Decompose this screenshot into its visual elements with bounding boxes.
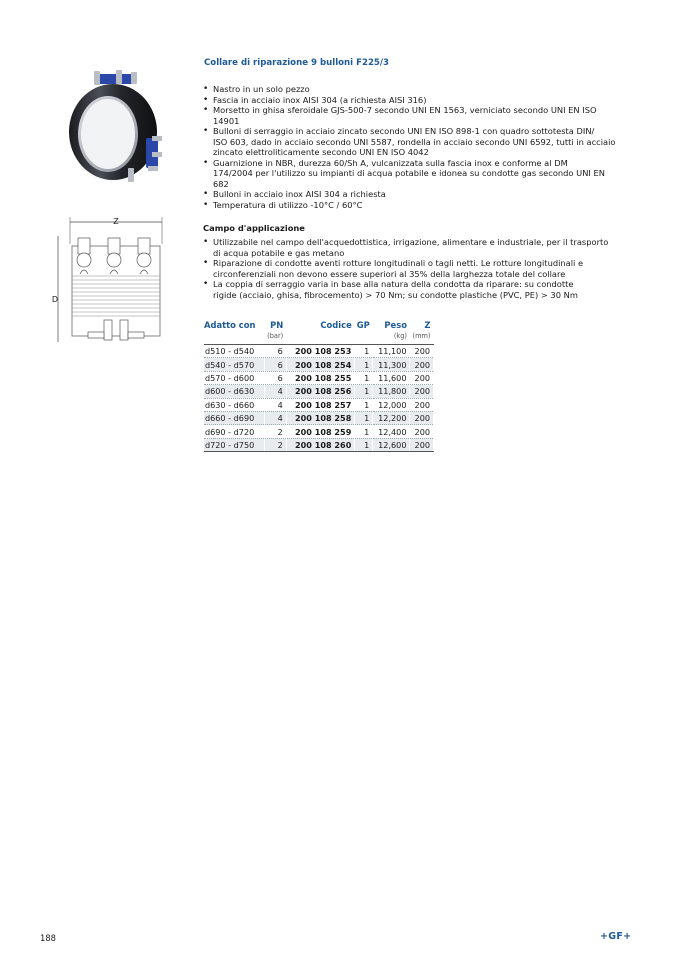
cell-size: d600 - d630 (204, 385, 265, 398)
cell-pn: 6 (265, 371, 286, 384)
cell-weight: 12,000 (373, 398, 410, 411)
cell-z: 200 (410, 398, 434, 411)
cell-pn: 6 (265, 358, 286, 371)
cell-pn: 2 (265, 425, 286, 438)
cell-size: d570 - d600 (204, 371, 265, 384)
cell-gp: 1 (355, 398, 373, 411)
unit-cell: (bar) (265, 331, 286, 345)
unit-cell: (mm) (410, 331, 434, 345)
table-row (204, 438, 434, 451)
cell-size: d510 - d540 (204, 345, 265, 358)
campo-item: • La coppia di serraggio varia in base alla natura della condotta da riparare: su condotte (203, 279, 643, 290)
cell-gp: 1 (355, 438, 373, 451)
cell-weight: 11,600 (373, 371, 410, 384)
product-title: Collare di riparazione 9 bulloni F225/3 (204, 58, 390, 68)
table-row (204, 425, 434, 438)
col-header-adatto: Adatto con (204, 320, 256, 330)
col-header-gp: GP (356, 320, 370, 330)
feature-item: • Fascia in acciaio inox AISI 304 (a richiesta AISI 316) (203, 95, 643, 106)
cell-z: 200 (410, 371, 434, 384)
cell-code: 200 108 253 (286, 345, 355, 358)
cell-weight: 11,100 (373, 345, 410, 358)
section-heading-campo: Campo d'applicazione (203, 223, 305, 233)
drawing-label-z: Z (113, 217, 119, 226)
cell-code: 200 108 259 (286, 425, 355, 438)
col-header-z: Z (424, 320, 431, 330)
cell-pn: 4 (265, 398, 286, 411)
cell-size: d660 - d690 (204, 411, 265, 424)
unit-cell (355, 331, 373, 345)
cell-pn: 2 (265, 438, 286, 451)
cell-gp: 1 (355, 411, 373, 424)
gf-logo: +GF+ (600, 931, 632, 942)
cell-code: 200 108 255 (286, 371, 355, 384)
cell-pn: 4 (265, 411, 286, 424)
cell-z: 200 (410, 358, 434, 371)
cell-gp: 1 (355, 385, 373, 398)
cell-pn: 6 (265, 345, 286, 358)
spec-table (204, 319, 434, 452)
unit-cell: (kg) (373, 331, 410, 345)
cell-size: d630 - d660 (204, 398, 265, 411)
feature-item-continuation: 174/2004 per l'utilizzo su impianti di acqua potabile e idonea su condotte gas secondo UNI EN (213, 168, 605, 178)
campo-item-continuation: rigide (acciaio, ghisa, fibrocemento) > 70 Nm; su condotte plastiche (PVC, PE) > 30 Nm (213, 289, 578, 300)
drawing-label-d: D (51, 295, 59, 304)
cell-z: 200 (410, 345, 434, 358)
cell-size: d540 - d570 (204, 358, 265, 371)
cell-gp: 1 (355, 345, 373, 358)
cell-weight: 12,600 (373, 438, 410, 451)
campo-item: • Riparazione di condotte aventi rotture longitudinali o tagli netti. Le rotture longitudinali e (203, 258, 643, 269)
cell-code: 200 108 257 (286, 398, 355, 411)
cell-weight: 11,800 (373, 385, 410, 398)
table-row (204, 371, 434, 384)
cell-gp: 1 (355, 358, 373, 371)
feature-item-continuation: zincato elettroliticamente secondo UNI EN ISO 4042 (213, 147, 429, 157)
cell-weight: 11,300 (373, 358, 410, 371)
cell-code: 200 108 258 (286, 411, 355, 424)
col-header-codice: Codice (320, 320, 352, 330)
table-row (204, 411, 434, 424)
feature-item-continuation: ISO 603, dado in acciaio secondo UNI 5587, rondella in acciaio secondo UNI 6592, tutti in acciaio (213, 136, 616, 147)
cell-weight: 12,400 (373, 425, 410, 438)
feature-item: • Bulloni di serraggio in acciaio zincato secondo UNI EN ISO 898-1 con quadro sottotesta DIN/ (203, 126, 643, 137)
table-row (204, 358, 434, 371)
feature-item: • Morsetto in ghisa sferoidale GJS-500-7 secondo UNI EN 1563, verniciato secondo UNI EN ISO (203, 105, 643, 116)
cell-code: 200 108 260 (286, 438, 355, 451)
cell-pn: 4 (265, 385, 286, 398)
cell-z: 200 (410, 425, 434, 438)
feature-list (203, 84, 643, 210)
table-header-row (204, 319, 434, 331)
cell-size: d690 - d720 (204, 425, 265, 438)
page-number: 188 (40, 933, 56, 943)
cell-code: 200 108 254 (286, 358, 355, 371)
cell-weight: 12,200 (373, 411, 410, 424)
col-header-pn: PN (270, 320, 284, 330)
technical-drawing (50, 214, 180, 354)
cell-code: 200 108 256 (286, 385, 355, 398)
unit-cell (286, 331, 355, 345)
unit-cell (204, 331, 265, 345)
feature-item: • Temperatura di utilizzo -10°C / 60°C (203, 200, 643, 211)
campo-item: • Utilizzabile nel campo dell'acquedottistica, irrigazione, alimentare e industriale, per il trasporto (203, 237, 643, 248)
cell-size: d720 - d750 (204, 438, 265, 451)
campo-list (203, 237, 643, 300)
feature-item: • Guarnizione in NBR, durezza 60/Sh A, vulcanizzata sulla fascia inox e conforme al DM (203, 158, 643, 169)
feature-item: • Nastro in un solo pezzo (203, 84, 643, 95)
table-row (204, 398, 434, 411)
product-photo (58, 66, 178, 186)
cell-z: 200 (410, 411, 434, 424)
cell-gp: 1 (355, 371, 373, 384)
feature-item-continuation: 682 (213, 178, 229, 189)
feature-item: • Bulloni in acciaio inox AISI 304 a richiesta (203, 189, 643, 200)
campo-item-continuation: circonferenziali non devono essere superiori al 35% della larghezza totale del collare (213, 268, 566, 279)
col-header-peso: Peso (384, 320, 407, 330)
table-row (204, 385, 434, 398)
feature-item-continuation: 14901 (213, 115, 240, 126)
cell-gp: 1 (355, 425, 373, 438)
table-row (204, 345, 434, 358)
cell-z: 200 (410, 385, 434, 398)
table-units-row (204, 331, 434, 345)
cell-z: 200 (410, 438, 434, 451)
campo-item-continuation: di acqua potabile e gas metano (213, 247, 345, 258)
